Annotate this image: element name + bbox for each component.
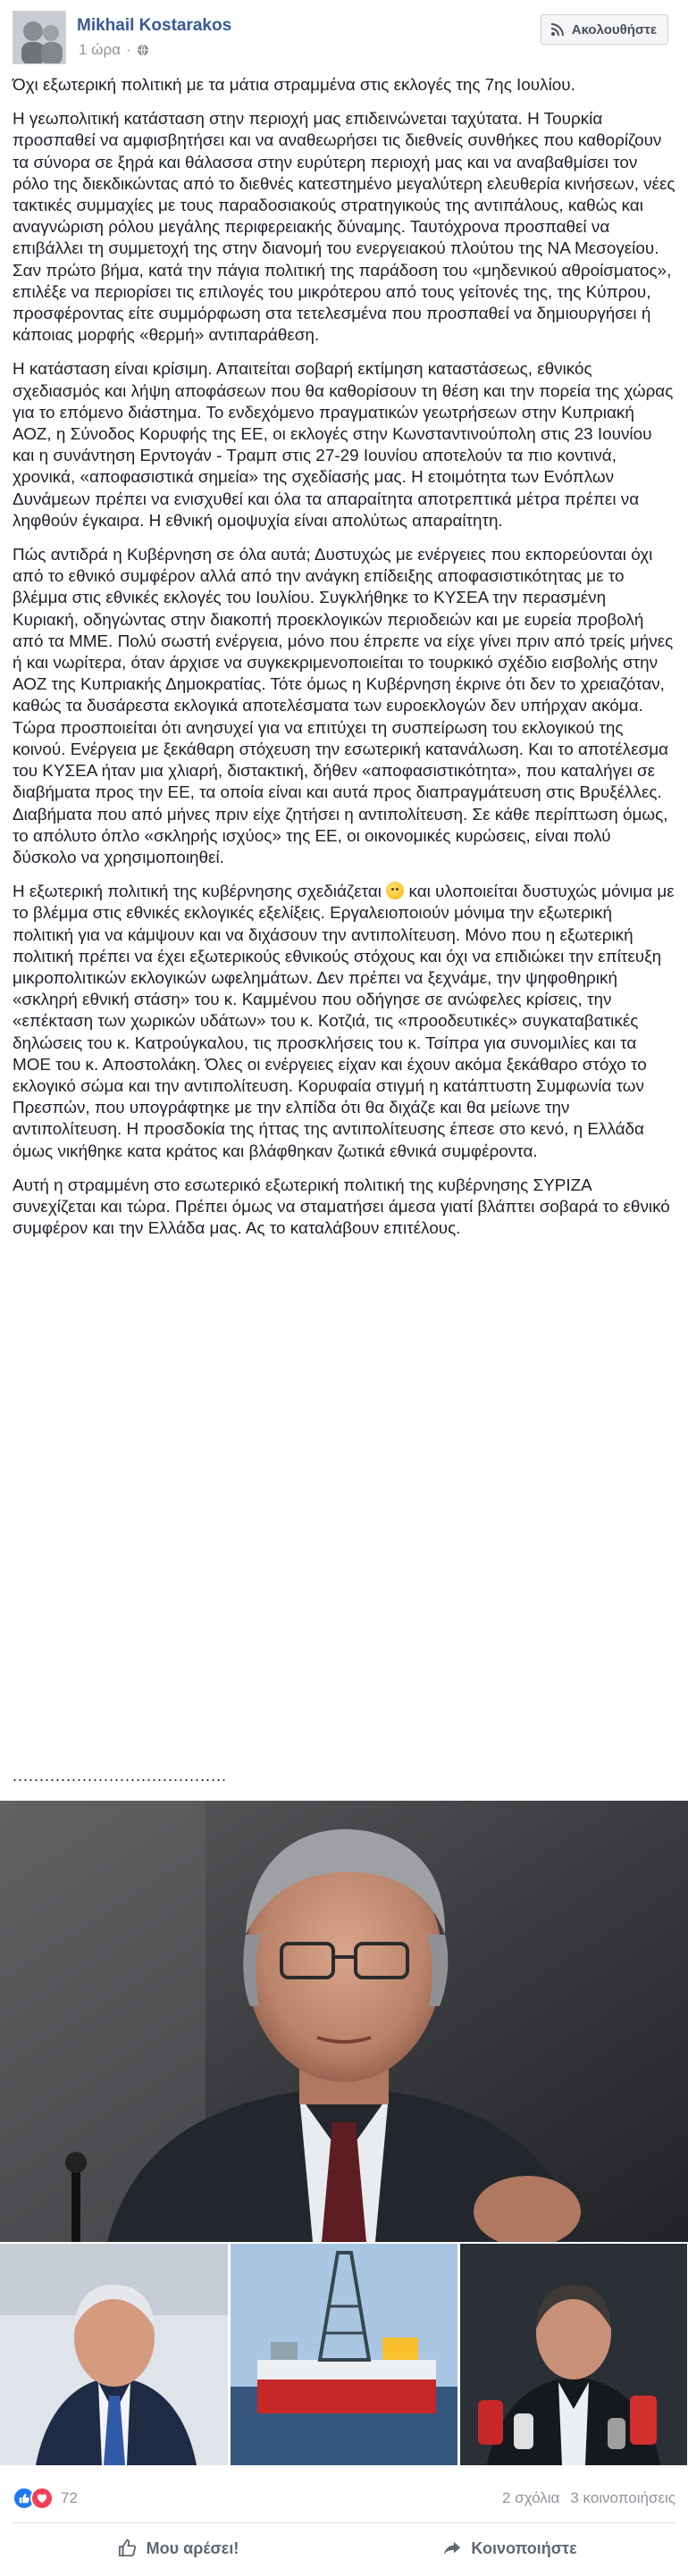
- main-photo[interactable]: [0, 1801, 688, 2242]
- thumbnail-2[interactable]: [231, 2244, 458, 2465]
- like-label: Μου αρέσει!: [146, 2538, 239, 2557]
- post-body: [13, 75, 675, 1252]
- engagement-stats: [502, 2489, 675, 2507]
- post-paragraph-part: Η εξωτερική πολιτική της κυβέρνησης σχεδιάζεται: [13, 882, 382, 902]
- post-paragraph: Η γεωπολιτική κατάσταση στην περιοχή μας επιδεινώνεται ταχύτατα. Η Τουρκία προσπαθεί να αμφισβητήσει και να αναθεωρήσει τις διεθνείς συνθήκες που καθορίζουν τα σύνορα σε ξηρά και θάλασσα στην ευρύτερη περιοχή μας και να αναβαθμίσει τον ρόλο της διεκδικώντας από το διεθνές κατεστημένο μεγαλύτερη ελευθερία κινήσεων, νέες τακτικές συμμαχίες με τους παραδοσιακούς στρατηγικούς της αντιπάλους, καθώς και αναγνώριση ρόλου μεγάλης περιφερειακής δύναμης. Ταυτόχρονα προσπαθεί να επιβάλλει τη συμμετοχή της στην διανομή του ενεργειακού πλούτου της ΝΑ Μεσογείου. Σαν πρώτο βήμα, κατά την πάγια πολιτική της παράδοση του «μηδενικού αθροίσματος», επιλέξε να περιορίσει τις επιλογές του μικρότερου από τους γείτονές της, της Κύπρου, προσφέροντας είτε συμμόρφωση στα τετελεσμένα που προσπαθεί να δημιουργήσει ή κάποιας μορφής «θερμή» αντιπαράθεση.: [13, 110, 675, 346]
- post-paragraph: Όχι εξωτερική πολιτική με τα μάτια στραμμένα στις εκλογές της 7ης Ιουλίου.: [13, 76, 575, 95]
- avatar[interactable]: [13, 11, 66, 64]
- meta-separator: ·: [125, 41, 131, 58]
- post-paragraph: Πώς αντιδρά η Κυβέρνηση σε όλα αυτά; Δυστυχώς με ενέργειες που εκπορεύονται όχι από το εθνικό συμφέρον αλλά από την ανάγκη επίδειξης αποφασιστικότητας με το βλέμμα στις εθνικές εκλογές του Ιουλίου. Συγκλήθηκε το ΚΥΣΕΑ την περασμένη Κυριακή, οδηγώντας στην διακοπή προεκλογικών περιοδειών και με ευρεία προβολή από τα ΜΜΕ. Πολύ σωστή ενέργεια, μόνο που έπρεπε να είχε γίνει πριν από τρείς μήνες ή και νωρίτερα, όταν άρχισε να συγκεκριμενοποιείται το τουρκικό σχέδιο εισβολής στην ΑΟΖ της Κυπριακής Δημοκρατίας. Τότε όμως η Κυβέρνηση έκρινε ότι δεν το χρειαζόταν, καθώς τα δυσάρεστα εκλογικά αποτελέσματα των ευροεκλογών δεν υπήρχαν ακόμα. Τώρα προσποιείται ότι ανησυχεί για να επιτύχει τη συσπείρωση του εκλογικού της κοινού. Ενέργεια με ξεκάθαρη στόχευση την εσωτερική κατανάλωση. Και το αποτέλεσμα του ΚΥΣΕΑ ήταν μια χλιαρή, διστακτική, δήθεν «αποφασιστικότητα», που καταλήγει σε διαβήματα προς την ΕΕ, τα οποία είναι και αυτά προς διαπραγμάτευση στις Βρυξέλλες. Διαβήματα που από μήνες πριν είχε ζητήσει η αντιπολίτευση. Σε κάθε περίπτωση όμως, το απόλυτο όπλο «σκληρής ισχύος» της ΕΕ, οι οικονομικές κυρώσεις, είναι πολύ δύσκολο να χρησιμοποιηθεί.: [13, 546, 674, 867]
- globe-icon: [137, 44, 149, 56]
- post-paragraph: Αυτή η στραμμένη στο εσωτερικό εξωτερική πολιτική της κυβέρνησης ΣΥΡΙΖΑ συνεχίζεται και τώρα. Πρέπει όμως να σταματήσει άμεσα γιατί βλάπτει σοβαρά το εθνικό συμφέρον και την Ελλάδα μας. Ας το καταλάβουν επιτέλους.: [13, 1175, 670, 1239]
- post-paragraph-part: και υλοποιείται δυστυχώς μόνιμα με το βλέμμα στις εθνικές εκλογικές εξελίξεις. Εργαλειοποιούν μόνιμα την εξωτερική πολιτική για να κάμψουν και να διχάσουν την αντιπολίτευση. Μόνο που η εξωτερική πολιτική πρέπει να έχει εξωτερικούς εθνικούς στόχους και όχι να επιδιώκει την επίτευξη μικροπολιτικών εκλογικών ωφελημάτων. Δεν πρέπει να ξεχνάμε, την ψηφοθηρική «σκληρή εθνική στάση» του κ. Καμμένου που οδήγησε σε ανώφελες κρίσεις, την «επέκταση των χωρικών υδάτων» του κ. Κοτζιά, τις «προοδευτικές» συγκαταβατικές δηλώσεις του κ. Κατρούγκαλου, τις προσκλήσεις του κ. Τσίπρα για συνομιλίες και τα ΜΟΕ του κ. Αποστολάκη. Όλες οι ενέργειες είχαν και έχουν ακόμα ξεκάθαρο στόχο το εκλογικό σώμα και την αντιπολίτευση. Κορυφαία στιγμή η κατάπτυστη Συμφωνία των Πρεσπών, που υπογράφτηκε με την ελπίδα ότι θα διχάζε και θα μείωνε την αντιπολίτευση. Η προσδοκία της ήττας της αντιπολίτευσης έπεσε στο κενό, η Ελλάδα όμως νικήθηκε κατα κράτος και βλάφθηκαν ζωτικά εθνικά συμφέροντα.: [13, 882, 675, 1161]
- follow-button[interactable]: [541, 14, 668, 45]
- man-in-suit-image: [0, 2244, 228, 2465]
- post-meta: [79, 41, 149, 59]
- man-portrait-image: [0, 1801, 688, 2242]
- reactions-bar: [13, 2487, 675, 2510]
- follow-label: Ακολουθήστε: [571, 21, 657, 38]
- like-button[interactable]: [13, 2528, 344, 2569]
- reaction-icons[interactable]: [13, 2487, 54, 2510]
- rss-icon: [550, 22, 565, 37]
- dotted-separator: ........................................: [13, 1767, 228, 1785]
- smiling-face-emoji-icon: [386, 882, 404, 899]
- timestamp[interactable]: 1 ώρα: [79, 41, 121, 58]
- love-reaction-icon: [30, 2487, 54, 2510]
- post-actions: [13, 2528, 675, 2569]
- avatar-portrait-icon: [13, 12, 66, 64]
- reaction-count[interactable]: 72: [61, 2489, 78, 2506]
- thumbnail-1[interactable]: [0, 2244, 228, 2465]
- comments-count[interactable]: 2 σχόλια: [501, 2489, 560, 2506]
- man-at-microphones-image: [460, 2244, 687, 2465]
- post-paragraph: Η κατάσταση είναι κρίσιμη. Απαιτείται σοβαρή εκτίμηση καταστάσεως, εθνικός σχεδιασμός και λήψη αποφάσεων που θα καθορίσουν τη θέση και την πορεία της χώρας για το επόμενο διάστημα. Το ενδεχόμενο πραγματικών γεωτρήσεων στην Κυπριακή ΑΟΖ, η Σύνοδος Κορυφής της ΕΕ, οι εκλογές στην Κωνσταντινούπολη στις 23 Ιουνίου και η συνάντηση Ερντογάν - Τραμπ στις 27-29 Ιουνίου αποτελούν τα πιο κοντινά, χρονικά, «αποφασιστικά σημεία» της σχεδίασής μας. Η ετοιμότητα των Ενόπλων Δυνάμεων πρέπει να ενισχυθεί και όλα τα απαραίτητα αποτρεπτικά μέτρα πρέπει να ληφθούν έγκαιρα. Η εθνική ομοψυχία είναι απολύτως απαραίτητη.: [13, 360, 674, 531]
- post-header: [0, 0, 688, 63]
- post-paragraph-with-emoji: [13, 882, 675, 1163]
- thumbnail-row: [0, 2244, 688, 2465]
- thumbs-up-icon: [118, 2538, 138, 2558]
- divider: [13, 2522, 675, 2523]
- share-label: Κοινοποιήστε: [471, 2538, 577, 2557]
- share-arrow-icon: [442, 2538, 462, 2558]
- shares-count[interactable]: 3 κοινοποιήσεις: [570, 2489, 675, 2506]
- share-button[interactable]: [344, 2528, 675, 2569]
- thumbnail-3[interactable]: [460, 2244, 688, 2465]
- author-name[interactable]: Mikhail Kostarakos: [77, 16, 232, 35]
- drilling-ship-image: [231, 2244, 458, 2465]
